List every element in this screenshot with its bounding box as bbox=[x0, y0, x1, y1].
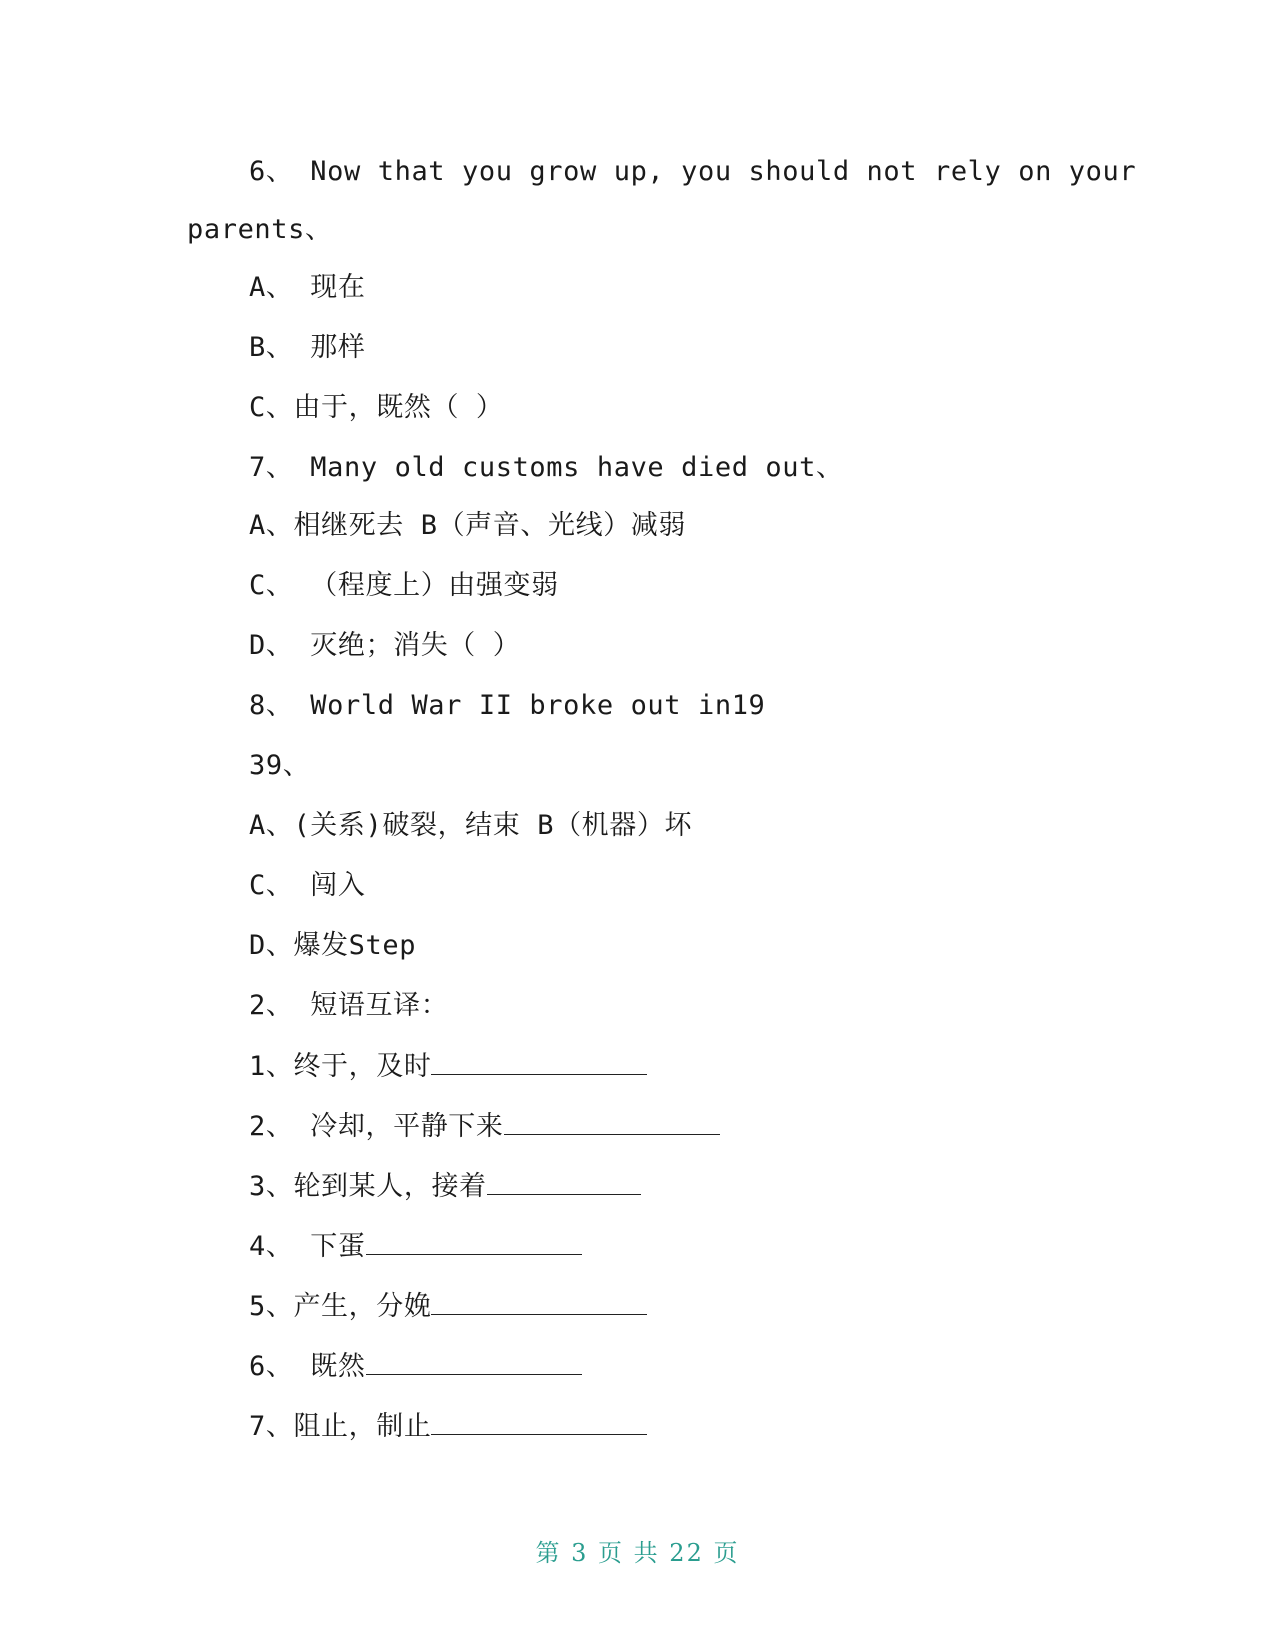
answer-blank-4 bbox=[366, 1228, 582, 1255]
phrase-item-6-label: 6、 既然 bbox=[249, 1351, 366, 1382]
question-7-option-d: D、 灭绝；消失（ ） bbox=[249, 630, 521, 661]
question-6-line-2: parents、 bbox=[187, 214, 333, 245]
question-8-option-c: C、 闯入 bbox=[249, 870, 366, 901]
phrase-item-2 bbox=[249, 1108, 720, 1145]
phrase-item-7-label: 7、阻止，制止 bbox=[249, 1411, 432, 1442]
question-6-option-c: C、由于，既然（ ） bbox=[249, 392, 504, 423]
phrase-item-1-label: 1、终于，及时 bbox=[249, 1051, 432, 1082]
phrase-item-3-label: 3、轮到某人，接着 bbox=[249, 1171, 487, 1202]
question-8-options-ab: A、(关系)破裂，结束 B（机器）坏 bbox=[249, 810, 693, 841]
question-8-line-1: 8、 World War II broke out in19 bbox=[249, 690, 766, 721]
phrase-item-5-label: 5、产生，分娩 bbox=[249, 1291, 432, 1322]
phrase-item-6 bbox=[249, 1348, 582, 1385]
question-7: 7、 Many old customs have died out、 bbox=[249, 452, 844, 483]
question-8-option-d: D、爆发Step bbox=[249, 930, 417, 961]
answer-blank-6 bbox=[366, 1348, 582, 1375]
question-6-option-b: B、 那样 bbox=[249, 332, 366, 363]
question-8-line-2: 39、 bbox=[249, 750, 311, 781]
phrase-item-4-label: 4、 下蛋 bbox=[249, 1231, 366, 1262]
question-7-option-c: C、 （程度上）由强变弱 bbox=[249, 570, 559, 601]
page-number-footer: 第 3 页 共 22 页 bbox=[535, 1539, 740, 1567]
phrase-item-1 bbox=[249, 1048, 647, 1085]
section-2-heading: 2、 短语互译： bbox=[249, 990, 449, 1021]
question-6-line-1: 6、 Now that you grow up, you should not rely on your bbox=[249, 156, 1137, 187]
phrase-item-5 bbox=[249, 1288, 647, 1325]
phrase-item-4 bbox=[249, 1228, 582, 1265]
phrase-item-2-label: 2、 冷却，平静下来 bbox=[249, 1111, 504, 1142]
answer-blank-3 bbox=[487, 1168, 641, 1195]
answer-blank-7 bbox=[431, 1408, 647, 1435]
answer-blank-2 bbox=[504, 1108, 720, 1135]
answer-blank-1 bbox=[431, 1048, 647, 1075]
answer-blank-5 bbox=[431, 1288, 647, 1315]
question-7-options-ab: A、相继死去 B（声音、光线）减弱 bbox=[249, 510, 686, 541]
phrase-item-7 bbox=[249, 1408, 647, 1445]
question-6-option-a: A、 现在 bbox=[249, 272, 366, 303]
phrase-item-3 bbox=[249, 1168, 641, 1205]
